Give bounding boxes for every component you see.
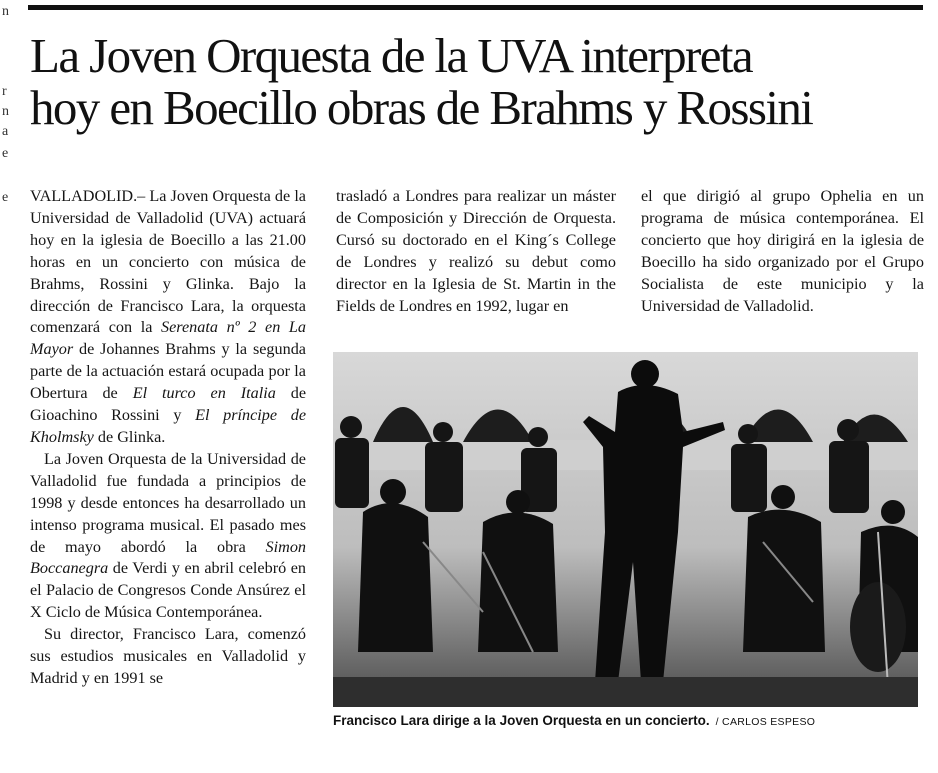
edge-letter: r: [2, 84, 7, 99]
headline-line-1: La Joven Orquesta de la UVA interpreta: [30, 28, 753, 83]
article-column-1: [30, 186, 306, 690]
work-title: Serenata nº 2 en La Mayor: [30, 318, 307, 359]
article-paragraph: Su director, Francisco Lara, comenzó sus estudios musicales en Valladolid y Madrid y en 1991 se: [30, 625, 306, 687]
top-rule: [28, 5, 923, 10]
edge-letter: n: [2, 104, 9, 119]
article-column-2: [336, 186, 616, 317]
article-paragraph: trasladó a Londres para realizar un máster de Composición y Dirección de Orquesta. Cursó su doctorado en el King´s College de Londres y realizó su debut como director en la Iglesia de St. Martin in the Fields de Londres en 1992, lugar en: [336, 187, 616, 315]
orchestra-photo: [333, 352, 918, 707]
work-title: El príncipe de Kholmsky: [30, 406, 306, 446]
headline-line-2: hoy en Boecillo obras de Brahms y Rossini: [30, 80, 813, 135]
article-text: de Gioachino Rossini y: [30, 384, 307, 425]
work-title: Simon Boccanegra: [30, 537, 306, 578]
article-column-3: [641, 186, 924, 317]
article-text: VALLADOLID.– La Joven Orquesta de la Universidad de Valladolid (UVA) actuará hoy en la iglesia de Boecillo a las 21.00 horas en un concierto con música de Brahms, Rossini y Glinka. Bajo la dirección de Francisco Lara, la orquesta comenzará con la: [30, 187, 306, 337]
caption-text: Francisco Lara dirige a la Joven Orquesta en un concierto.: [333, 713, 710, 728]
adjacent-column-fragment: [0, 0, 16, 470]
photo-credit: / CARLOS ESPESO: [715, 716, 816, 728]
edge-letter: a: [2, 124, 9, 139]
article-text: de Verdi y en abril celebró en el Palacio de Congresos Conde Ansúrez el X Ciclo de Música Contemporánea.: [30, 559, 306, 622]
edge-letter: n: [2, 4, 9, 19]
article-paragraph: [30, 186, 306, 449]
orchestra-photo-illustration: [333, 352, 918, 707]
edge-letter: e: [2, 190, 9, 205]
article-text: de Glinka.: [97, 427, 166, 446]
edge-letter: e: [2, 146, 9, 161]
photo-caption: [333, 713, 923, 728]
article-text: La Joven Orquesta de la Universidad de Valladolid fue fundada a principios de 1998 y desde entonces ha desarrollado un intenso programa musical. El pasado mes de mayo abordó la obra: [30, 449, 306, 556]
article-paragraph: [30, 449, 306, 624]
article-paragraph: el que dirigió al grupo Ophelia en un programa de música contemporánea. El concierto que hoy dirigirá en la iglesia de Boecillo ha sido organizado por el Grupo Socialista de este municipio y la Universidad de Valladolid.: [641, 187, 924, 315]
work-title: El turco en Italia: [132, 384, 276, 403]
article-text: de Johannes Brahms y la segunda parte de la actuación estará ocupada por la Obertura de: [30, 340, 306, 403]
headline: [30, 30, 930, 134]
